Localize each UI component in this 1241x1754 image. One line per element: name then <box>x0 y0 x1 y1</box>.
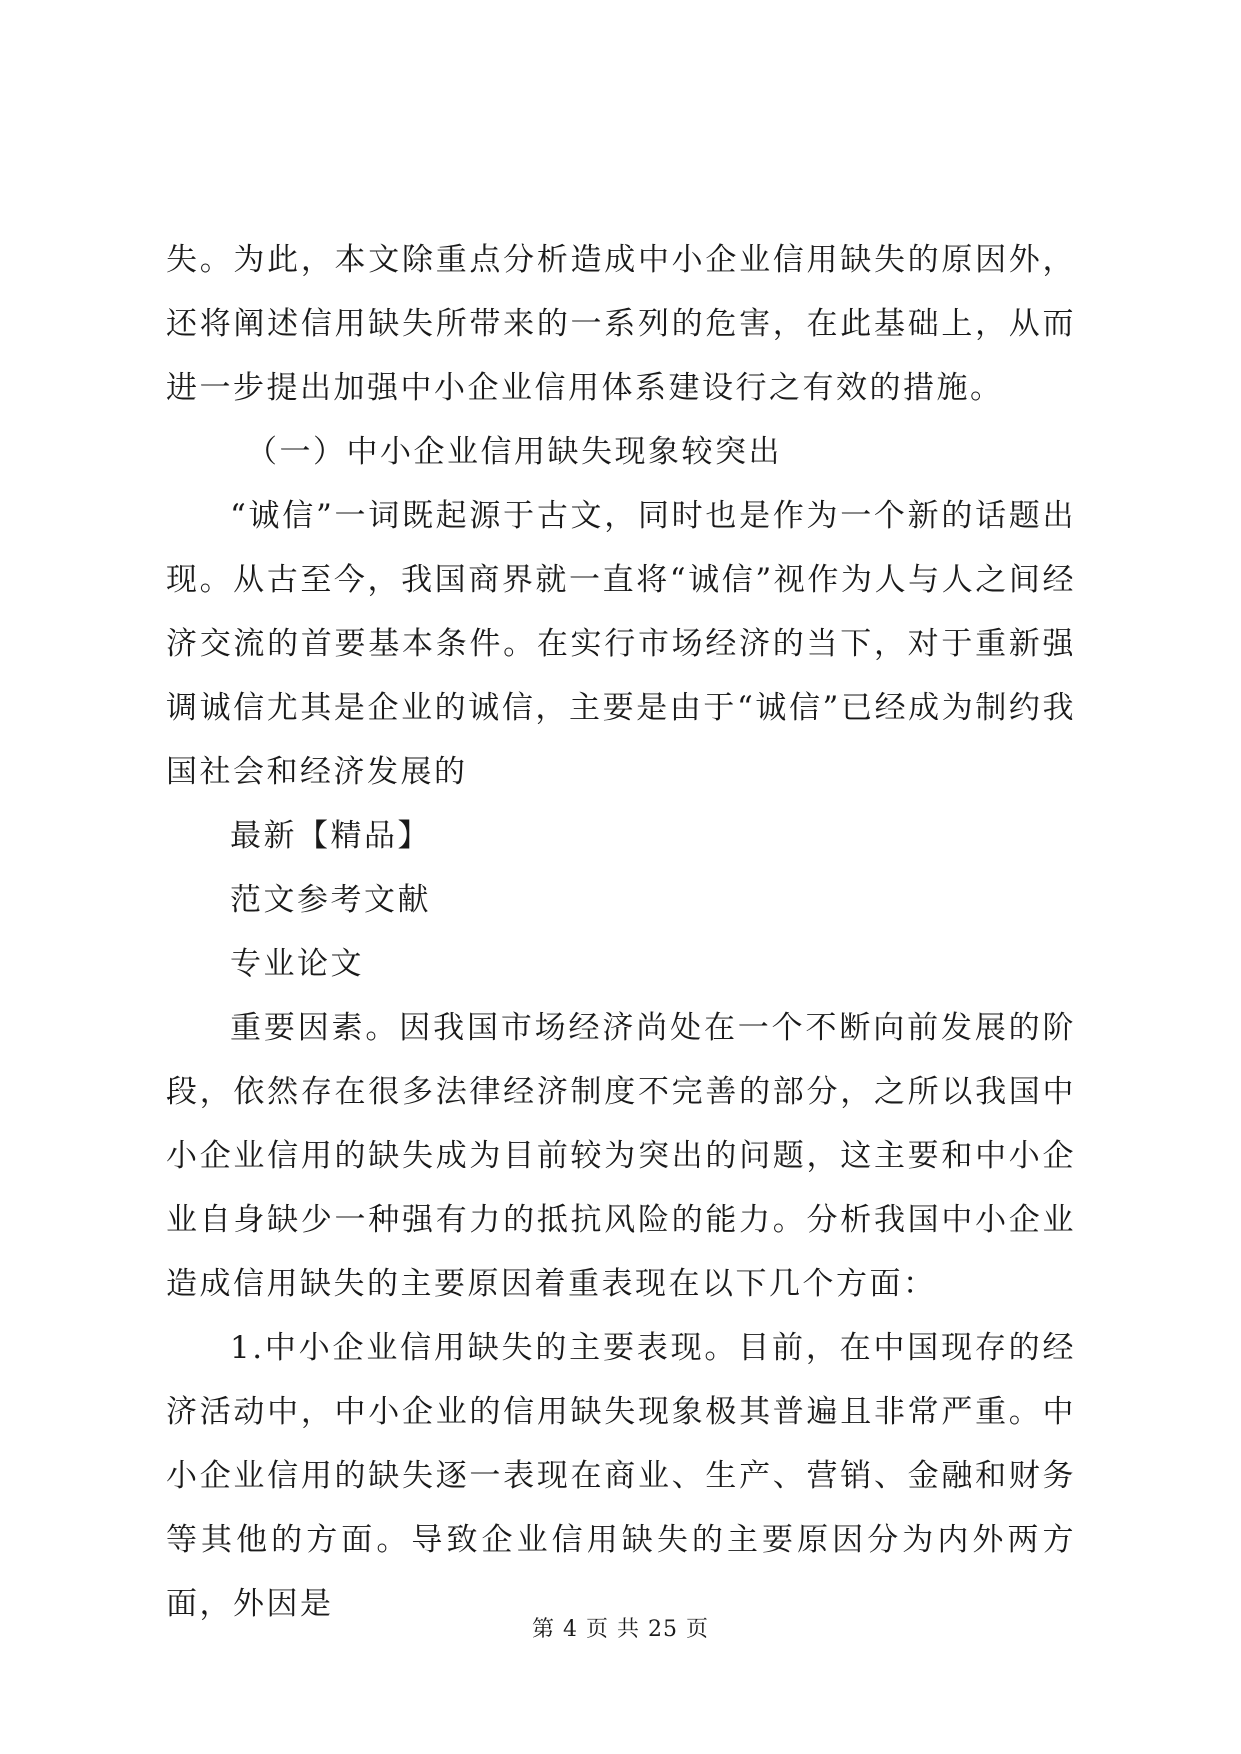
watermark-line-thesis: 专业论文 <box>230 946 364 982</box>
section-heading: （一）中小企业信用缺失现象较突出 <box>246 434 782 470</box>
watermark-line-latest: 最新【精品】 <box>230 818 431 854</box>
paragraph-manifestation: 1.中小企业信用缺失的主要表现。目前，在中国现存的经济活动中，中小企业的信用缺失现象极其普遍且非常严重。中小企业信用的缺失逐一表现在商业、生产、营销、金融和财务等其他的方面。导致企业信用缺失的主要原因分为内外两方面，外因是 <box>166 1330 1076 1622</box>
paragraph-factors: 重要因素。因我国市场经济尚处在一个不断向前发展的阶段，依然存在很多法律经济制度不完善的部分，之所以我国中小企业信用的缺失成为目前较为突出的问题，这主要和中小企业自身缺少一种强有力的抵抗风险的能力。分析我国中小企业造成信用缺失的主要原因着重表现在以下几个方面： <box>166 1010 1076 1302</box>
paragraph-continuation: 失。为此，本文除重点分析造成中小企业信用缺失的原因外，还将阐述信用缺失所带来的一系列的危害，在此基础上，从而进一步提出加强中小企业信用体系建设行之有效的措施。 <box>166 242 1076 406</box>
paragraph-integrity: “诚信”一词既起源于古文，同时也是作为一个新的话题出现。从古至今，我国商界就一直将“诚信”视作为人与人之间经济交流的首要基本条件。在实行市场经济的当下，对于重新强调诚信尤其是企业的诚信，主要是由于“诚信”已经成为制约我国社会和经济发展的 <box>166 498 1076 790</box>
page-number-footer: 第 4 页 共 25 页 <box>532 1617 709 1642</box>
document-body <box>166 228 1076 1636</box>
watermark-line-references: 范文参考文献 <box>230 882 431 918</box>
